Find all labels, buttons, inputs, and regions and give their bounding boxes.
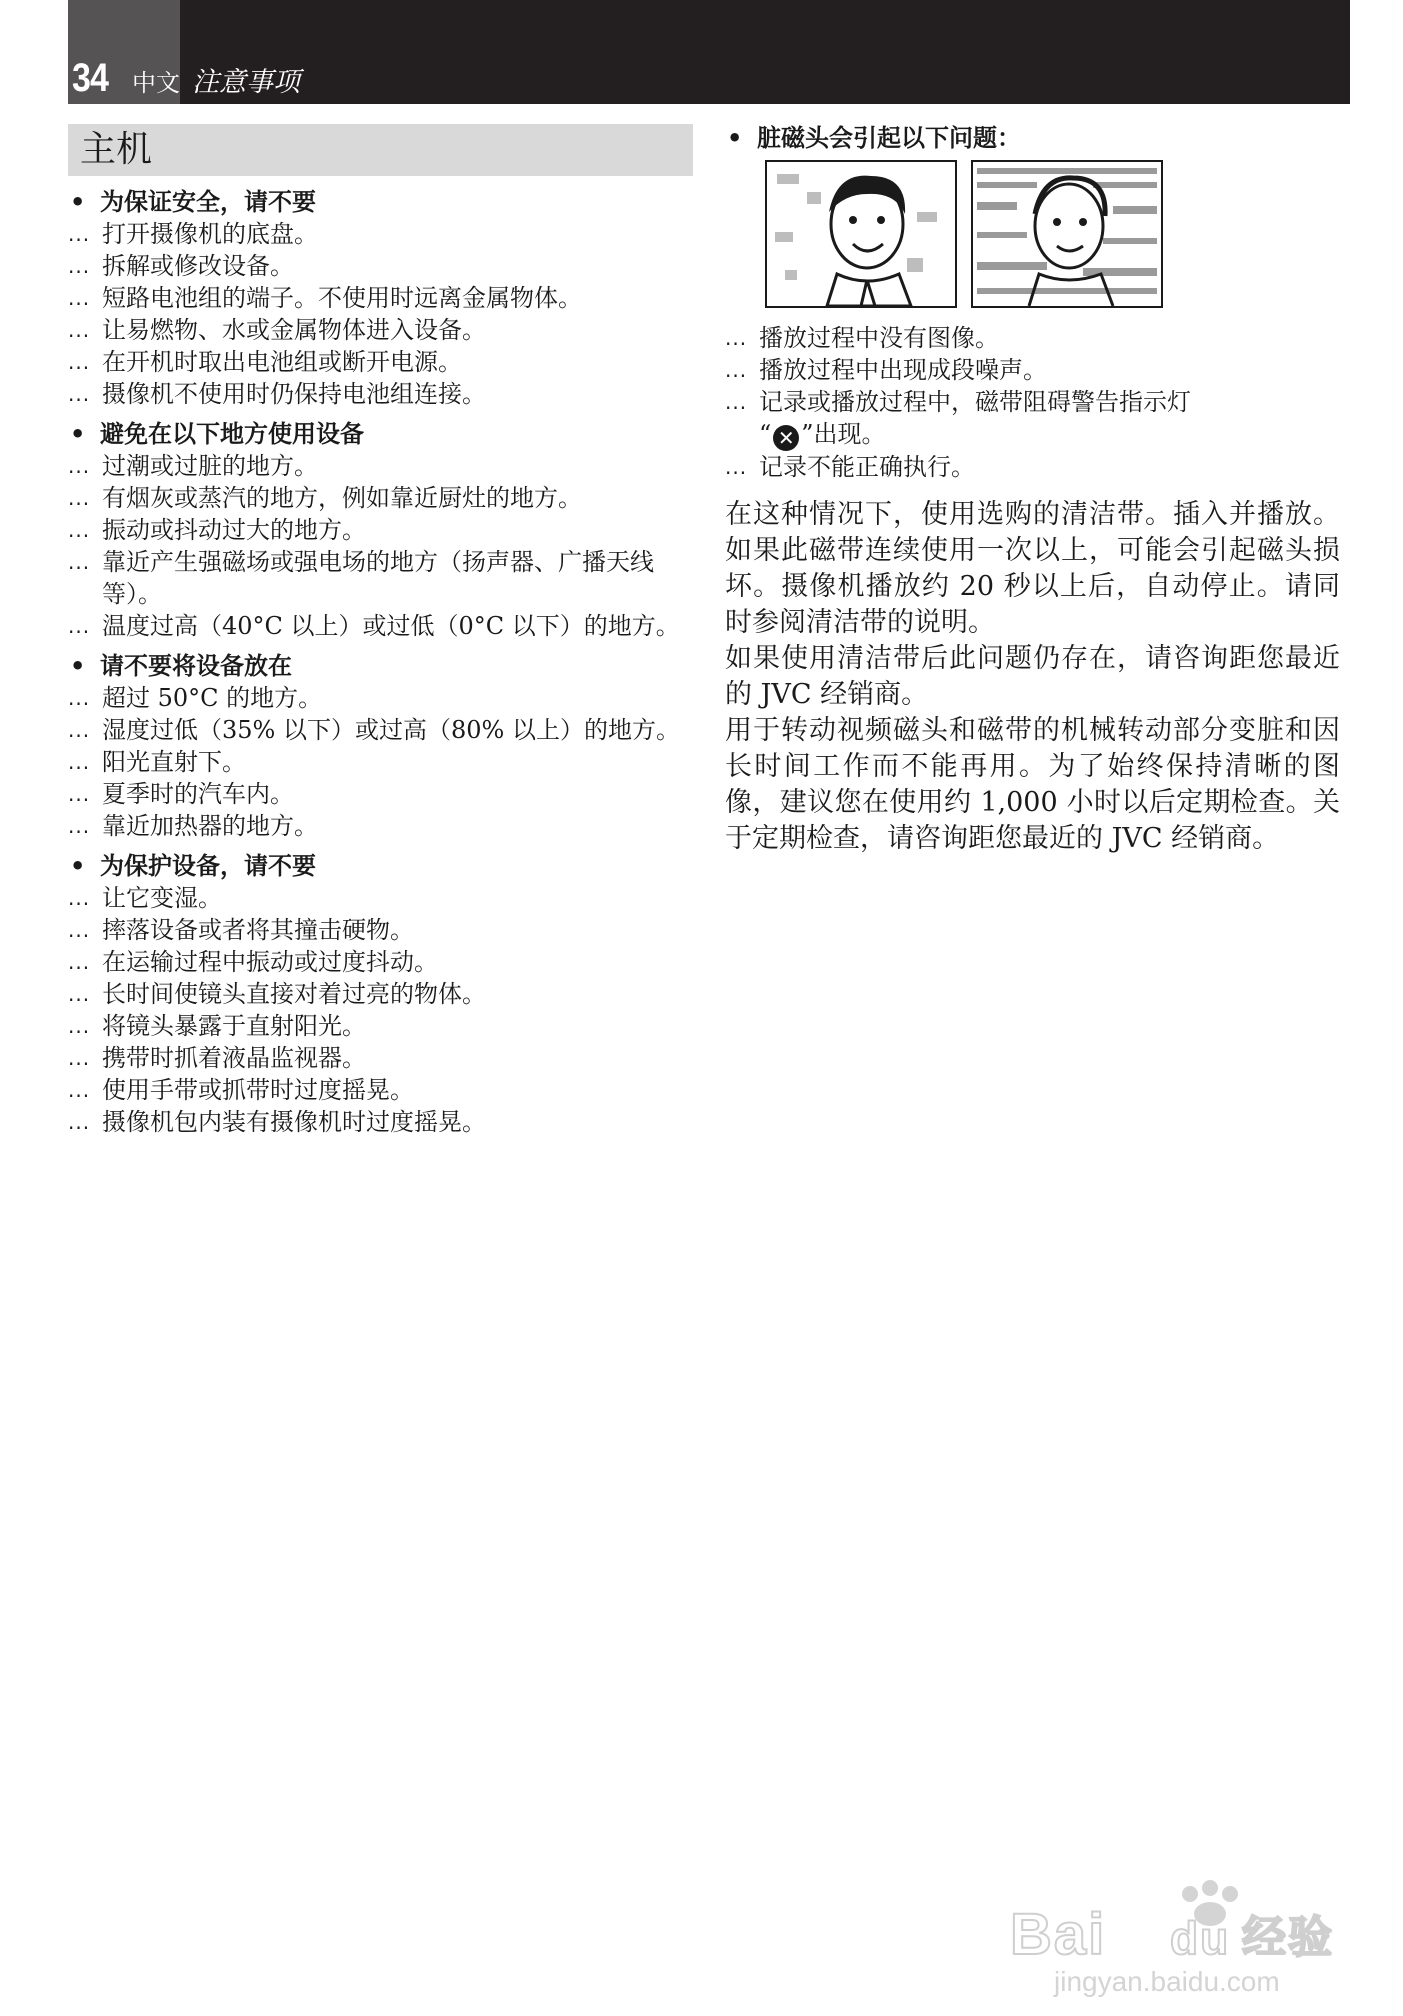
list-item (68, 946, 693, 978)
list-item-text: 湿度过低（35% 以下）或过高（80% 以上）的地方。 (102, 716, 680, 744)
list-item (68, 810, 693, 842)
left-column (68, 124, 693, 1138)
ellipsis-marker: ... (68, 350, 91, 374)
ellipsis-marker: ... (68, 486, 91, 510)
list-item-text: 阳光直射下。 (102, 748, 246, 776)
bullet-dot: • (70, 420, 86, 448)
bullet-dot: • (70, 652, 86, 680)
ellipsis-marker: ... (68, 550, 91, 574)
page-header (72, 56, 300, 104)
right-column (725, 122, 1340, 857)
ellipsis-marker: ... (68, 814, 91, 838)
dirty-heads-title: 脏磁头会引起以下问题： (757, 124, 1021, 152)
list-item-text: 长时间使镜头直接对着过亮的物体。 (102, 980, 486, 1008)
svg-text:Bai: Bai (1010, 1902, 1107, 1960)
list-item-text: 靠近加热器的地方。 (102, 812, 318, 840)
last-problem-text: 记录不能正确执行。 (759, 453, 975, 481)
section-title: 注意事项 (192, 67, 300, 98)
problem-text: 播放过程中出现成段噪声。 (759, 356, 1047, 384)
bullet-dot: • (70, 852, 86, 880)
list-item (68, 514, 693, 546)
ellipsis-marker: ... (68, 1014, 91, 1038)
list-item-text: 温度过高（40°C 以上）或过低（0°C 以下）的地方。 (102, 612, 680, 640)
problem-list (725, 322, 1340, 386)
warning-open-quote: “ (759, 420, 772, 448)
list-item (68, 714, 693, 746)
list-item (725, 386, 1340, 451)
ellipsis-marker: ... (68, 518, 91, 542)
ellipsis-marker: ... (68, 1110, 91, 1134)
warning-item-suffix: ”出现。 (801, 420, 886, 448)
warning-item-text: 记录或播放过程中，磁带阻碍警告指示灯 (759, 388, 1191, 416)
ellipsis-marker: ... (68, 286, 91, 310)
list-item-text: 过潮或过脏的地方。 (102, 452, 318, 480)
group-title (68, 418, 693, 450)
list-item (68, 1074, 693, 1106)
list-item (68, 978, 693, 1010)
ellipsis-marker: ... (68, 318, 91, 342)
list-item (68, 546, 693, 610)
list-item (725, 451, 1340, 483)
ellipsis-marker: ... (68, 254, 91, 278)
list-item (68, 218, 693, 250)
group-title (68, 850, 693, 882)
list-item-text: 摄像机不使用时仍保持电池组连接。 (102, 380, 486, 408)
list-item-text: 振动或抖动过大的地方。 (102, 516, 366, 544)
list-item-text: 靠近产生强磁场或强电场的地方（扬声器、广播天线等）。 (102, 548, 654, 608)
group-title-text: 为保护设备，请不要 (100, 852, 316, 880)
list-item-text: 在运输过程中振动或过度抖动。 (102, 948, 438, 976)
list-item-text: 让它变湿。 (102, 884, 222, 912)
ellipsis-marker: ... (68, 782, 91, 806)
ellipsis-marker: ... (725, 455, 748, 479)
group-title-text: 为保证安全，请不要 (100, 188, 316, 216)
list-item-text: 携带时抓着液晶监视器。 (102, 1044, 366, 1072)
problem-text: 播放过程中没有图像。 (759, 324, 999, 352)
ellipsis-marker: ... (68, 454, 91, 478)
dirty-heads-bullet (725, 122, 1340, 154)
list-item (68, 778, 693, 810)
page-number: 34 (72, 56, 109, 100)
group-title (68, 650, 693, 682)
caution-groups (68, 186, 693, 1138)
list-item (68, 914, 693, 946)
list-item (725, 322, 1340, 354)
maintenance-paragraph: 用于转动视频磁头和磁带的机械转动部分变脏和因长时间工作而不能再用。为了始终保持清晰的图像，建议您在使用约 1,000 小时以后定期检查。关于定期检查，请咨询距您最近的 JVC 经销商。 (725, 715, 1340, 854)
ellipsis-marker: ... (68, 1046, 91, 1070)
caution-group (68, 418, 693, 642)
list-item (68, 378, 693, 410)
bullet-dot: • (727, 124, 743, 152)
list-item (68, 346, 693, 378)
cleaning-paragraph: 在这种情况下，使用选购的清洁带。插入并播放。如果此磁带连续使用一次以上，可能会引起磁头损坏。摄像机播放约 20 秒以上后，自动停止。请同时参阅清洁带的说明。 (725, 499, 1340, 638)
list-item (68, 314, 693, 346)
ellipsis-marker: ... (68, 382, 91, 406)
group-title-text: 请不要将设备放在 (100, 652, 292, 680)
list-item-text: 将镜头暴露于直射阳光。 (102, 1012, 366, 1040)
watermark-url: jingyan.baidu.com (1054, 1966, 1280, 1997)
caution-group (68, 850, 693, 1138)
ellipsis-marker: ... (68, 686, 91, 710)
list-item-text: 打开摄像机的底盘。 (102, 220, 318, 248)
ellipsis-marker: ... (68, 918, 91, 942)
svg-text:du: du (1170, 1912, 1231, 1960)
ellipsis-marker: ... (68, 950, 91, 974)
list-item (68, 450, 693, 482)
list-item (68, 882, 693, 914)
tape-warning-icon: ✕ (773, 425, 799, 451)
list-item-text: 拆解或修改设备。 (102, 252, 294, 280)
language-label: 中文 (132, 69, 180, 97)
list-item-text: 使用手带或抓带时过度摇晃。 (102, 1076, 414, 1104)
list-item-text: 短路电池组的端子。不使用时远离金属物体。 (102, 284, 582, 312)
caution-group (68, 650, 693, 842)
list-item-text: 超过 50°C 的地方。 (102, 684, 323, 712)
ellipsis-marker: ... (68, 1078, 91, 1102)
svg-text:经验: 经验 (1242, 1912, 1334, 1960)
ellipsis-marker: ... (725, 390, 748, 414)
list-item (68, 282, 693, 314)
ellipsis-marker: ... (68, 222, 91, 246)
ellipsis-marker: ... (68, 982, 91, 1006)
ellipsis-marker: ... (68, 750, 91, 774)
comparison-images (765, 160, 1340, 308)
group-title (68, 186, 693, 218)
list-item (68, 482, 693, 514)
watermark-logo (1010, 1880, 1340, 1975)
ellipsis-marker: ... (68, 886, 91, 910)
caution-group (68, 186, 693, 410)
list-item-text: 摄像机包内装有摄像机时过度摇晃。 (102, 1108, 486, 1136)
list-item (68, 1042, 693, 1074)
ellipsis-marker: ... (68, 614, 91, 638)
list-item-text: 在开机时取出电池组或断开电源。 (102, 348, 462, 376)
list-item (68, 746, 693, 778)
ellipsis-marker: ... (725, 326, 748, 350)
list-item (68, 1106, 693, 1138)
noisy-picture-illustration (971, 160, 1163, 308)
list-item-text: 让易燃物、水或金属物体进入设备。 (102, 316, 486, 344)
baidu-watermark (1010, 1880, 1340, 2010)
list-item-text: 夏季时的汽车内。 (102, 780, 294, 808)
dealer-paragraph: 如果使用清洁带后此问题仍存在，请咨询距您最近的 JVC 经销商。 (725, 643, 1340, 710)
list-item-text: 摔落设备或者将其撞击硬物。 (102, 916, 414, 944)
list-item-text: 有烟灰或蒸汽的地方，例如靠近厨灶的地方。 (102, 484, 582, 512)
list-item (725, 354, 1340, 386)
main-heading: 主机 (68, 124, 693, 176)
clear-picture-illustration (765, 160, 957, 308)
list-item (68, 1010, 693, 1042)
bullet-dot: • (70, 188, 86, 216)
group-title-text: 避免在以下地方使用设备 (100, 420, 364, 448)
ellipsis-marker: ... (68, 718, 91, 742)
list-item (68, 250, 693, 282)
list-item (68, 610, 693, 642)
ellipsis-marker: ... (725, 358, 748, 382)
list-item (68, 682, 693, 714)
